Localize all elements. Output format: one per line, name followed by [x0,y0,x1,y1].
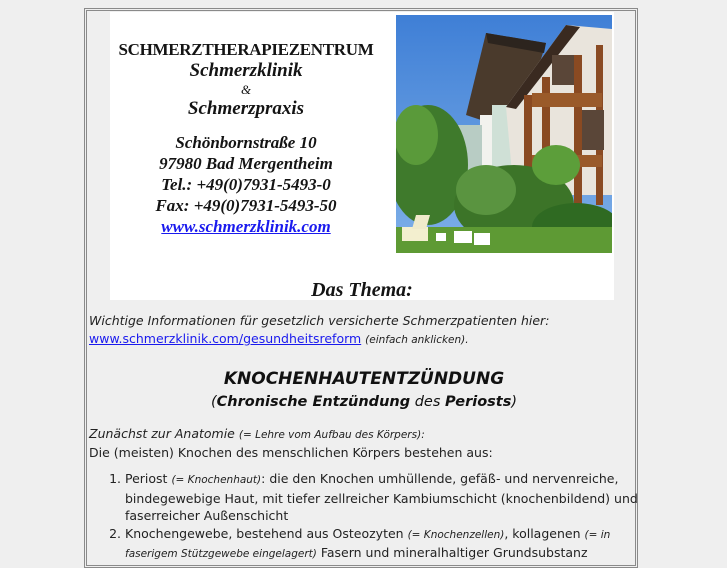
clinic-name: SCHMERZTHERAPIEZENTRUM [118,40,374,59]
phone-number: Tel.: +49(0)7931-5493-0 [161,175,331,194]
list-item: 2. Knochengewebe, bestehend aus Osteozyten (= Knochenzellen), kollagenen (= in faserigem Stützgewebe eingelagert) Fasern und mineralhaltiger Grundsubstanz [125,525,639,564]
notice-text: Wichtige Informationen für gesetzlich versicherte Schmerzpatienten hier: [89,313,550,328]
main-content [89,312,639,564]
street-address: Schönbornstraße 10 [175,133,317,152]
ampersand: & [240,82,252,97]
city-address: 97980 Bad Mergentheim [159,154,333,173]
clinic-subtitle: Schmerzklinik [189,60,303,81]
topic-title: KNOCHENHAUTENTZÜNDUNG [223,369,505,389]
gesundheitsreform-link[interactable]: www.schmerzklinik.com/gesundheitsreform [89,331,362,346]
theme-title: Das Thema: [311,279,413,301]
anatomy-intro: Zunächst zur Anatomie (= Lehre vom Aufbau des Körpers): [89,426,425,441]
anatomy-list [89,470,639,564]
fax-number: Fax: +49(0)7931-5493-50 [155,196,337,215]
anatomy-lead: Die (meisten) Knochen des menschlichen Körpers bestehen aus: [89,445,493,460]
website-link[interactable]: www.schmerzklinik.com [161,217,331,236]
link-hint: (einfach anklicken). [365,334,469,346]
notice-link-line [89,330,639,349]
clinic-building-photo [396,15,612,253]
header-banner [110,12,614,300]
list-item: 1. Periost (= Knochenhaut): die den Knochen umhüllende, gefäß- und nervenreiche, bindegewebige Haut, mit tiefer zellreicher Kambiumschicht (knochenbildend) und faserreicher Außenschicht [125,470,639,525]
contact-block [110,40,382,237]
clinic-subtitle-2: Schmerzpraxis [187,98,305,119]
topic-subtitle: (Chronische Entzündung des Periosts) [210,394,518,410]
